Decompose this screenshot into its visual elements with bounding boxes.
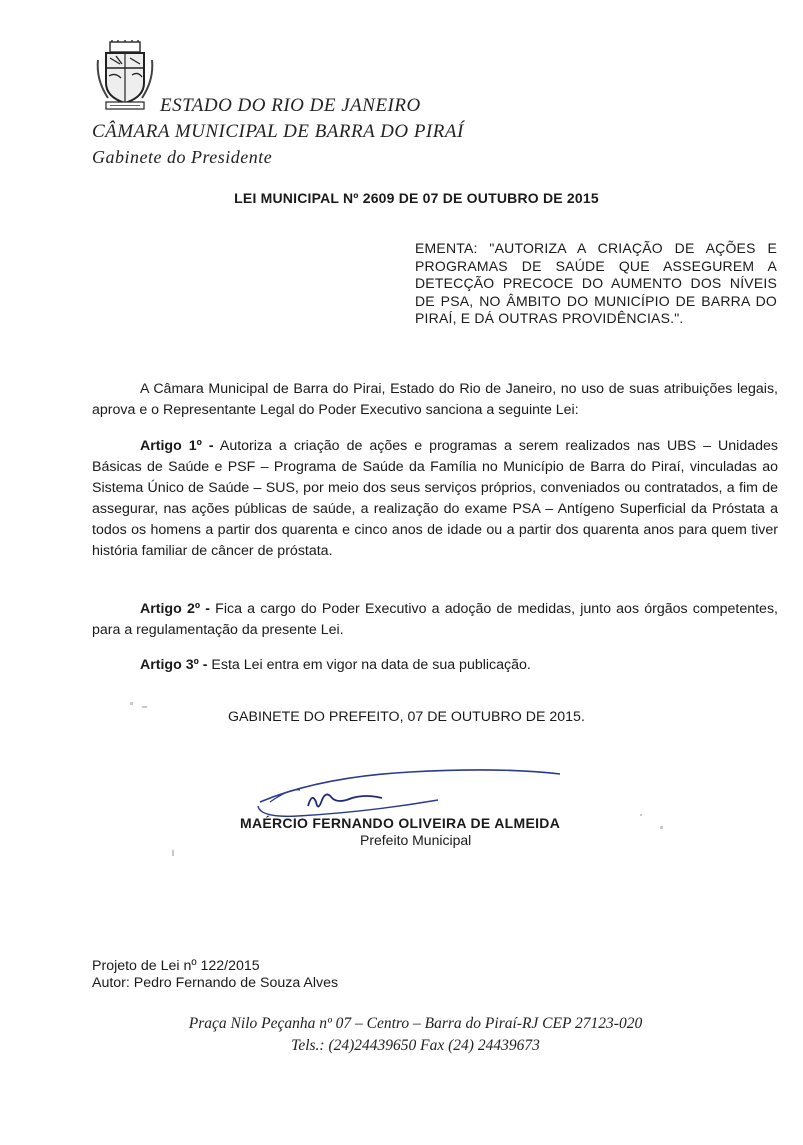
article-2 xyxy=(92,599,778,641)
scan-speck xyxy=(142,706,147,708)
intro-paragraph xyxy=(92,379,778,421)
letterhead-chamber: CÂMARA MUNICIPAL DE BARRA DO PIRAÍ xyxy=(92,121,464,142)
signer-role: Prefeito Municipal xyxy=(360,832,472,848)
letterhead-state: ESTADO DO RIO DE JANEIRO xyxy=(160,95,421,116)
ementa: EMENTA: "AUTORIZA A CRIAÇÃO DE AÇÕES E PROGRAMAS DE SAÚDE QUE ASSEGUREM A DETECÇÃO PRECOCE DO AUMENTO DOS NÍVEIS DE PSA, NO ÂMBITO DO MUNICÍPIO DE BARRA DO PIRAÍ, E DÁ OUTRAS PROVIDÊNCIAS.". xyxy=(415,240,777,326)
article-1-label: Artigo 1º - xyxy=(140,438,214,454)
scan-speck xyxy=(640,814,642,816)
coat-of-arms-icon xyxy=(96,40,154,110)
article-3-text: Esta Lei entra em vigor na data de sua publicação. xyxy=(211,657,531,673)
signer-name: MAÉRCIO FERNANDO OLIVEIRA DE ALMEIDA xyxy=(240,815,561,831)
letterhead-office: Gabinete do Presidente xyxy=(92,147,273,167)
article-3-label: Artigo 3º - xyxy=(140,657,208,673)
bill-author: Autor: Pedro Fernando de Souza Alves xyxy=(92,975,339,991)
article-1 xyxy=(92,436,778,562)
scan-speck xyxy=(130,702,133,705)
scan-speck xyxy=(172,850,174,856)
intro-text: A Câmara Municipal de Barra do Pirai, Estado do Rio de Janeiro, no uso de suas atribuições legais, aprova e o Representante Legal do Poder Executivo sanciona a seguinte Lei: xyxy=(92,381,778,418)
article-2-text: Fica a cargo do Poder Executivo a adoção de medidas, junto aos órgãos competentes, para a regulamentação da presente Lei. xyxy=(92,601,778,638)
article-1-text: Autoriza a criação de ações e programas a serem realizados nas UBS – Unidades Básicas de Saúde e PSF – Programa de Saúde da Família no Município de Barra do Piraí, vinculadas ao Sistema Único de Saúde – SUS, por meio dos seus serviços próprios, conveniados ou contratados, a fim de assegurar, nas ações públicas de saúde, a realização do exame PSA – Antígeno Superficial da Próstata a todos os homens a partir dos quarenta e cinco anos de idade ou a partir dos quarenta anos para quem tiver história familiar de câncer de próstata. xyxy=(92,438,778,559)
handwritten-signature xyxy=(250,762,570,822)
address-line: Praça Nilo Peçanha nº 07 – Centro – Barra do Piraí-RJ CEP 27123-020 xyxy=(188,1015,643,1032)
bill-number: Projeto de Lei nº 122/2015 xyxy=(92,958,260,974)
scan-speck xyxy=(660,826,663,829)
place-date: GABINETE DO PREFEITO, 07 DE OUTUBRO DE 2015. xyxy=(228,709,585,725)
law-title: LEI MUNICIPAL Nº 2609 DE 07 DE OUTUBRO DE 2015 xyxy=(234,190,599,206)
article-2-label: Artigo 2º - xyxy=(140,601,210,617)
phone-line: Tels.: (24)24439650 Fax (24) 24439673 xyxy=(291,1037,540,1054)
article-3 xyxy=(92,655,778,676)
